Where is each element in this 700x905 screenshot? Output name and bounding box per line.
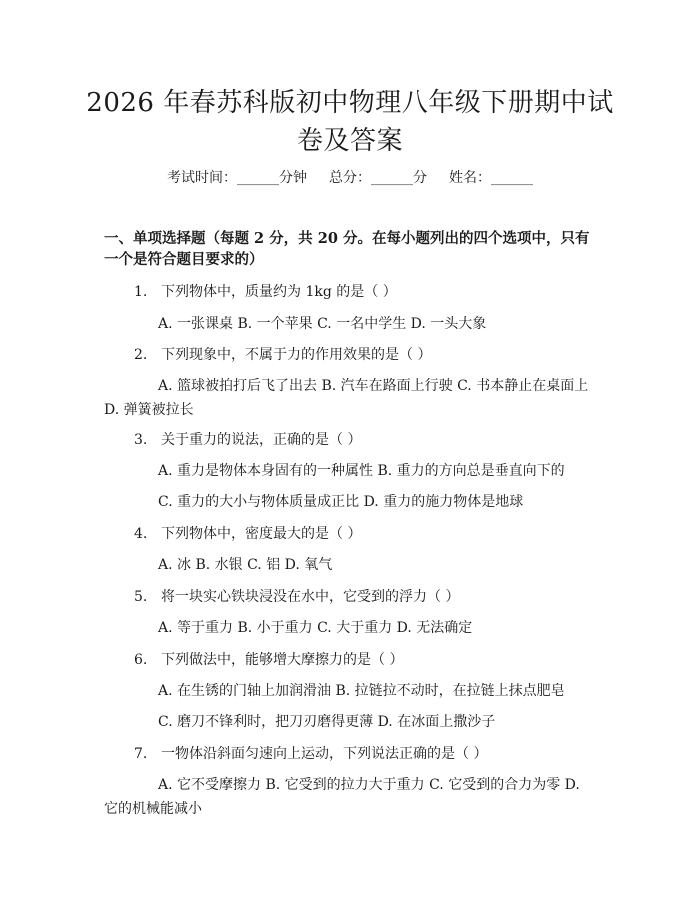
question-options: A. 一张课桌 B. 一个苹果 C. 一名中学生 D. 一头大象	[158, 316, 487, 332]
question-options: A. 等于重力 B. 小于重力 C. 大于重力 D. 无法确定	[158, 620, 473, 636]
question-options: A. 重力是物体本身固有的一种属性 B. 重力的方向总是垂直向下的	[158, 463, 565, 479]
section-header: 一、单项选择题（每题 2 分，共 20 分。在每小题列出的四个选项中，只有一个是符合题目要求的）	[104, 230, 590, 268]
question-text: 下列物体中，密度最大的是（ ）	[161, 526, 362, 542]
question-text: 下列做法中，能够增大摩擦力的是（ ）	[161, 652, 404, 668]
question-options: A. 它不受摩擦力 B. 它受到的拉力大于重力 C. 它受到的合力为零 D. 它的机械能减小	[104, 777, 580, 817]
exam-meta-line	[0, 168, 700, 188]
question-number: 1.	[134, 284, 148, 300]
question-number: 3.	[134, 432, 148, 448]
question-options: C. 磨刀不锋利时，把刀刃磨得更薄 D. 在冰面上撒沙子	[158, 714, 496, 730]
question-options: A. 在生锈的门轴上加润滑油 B. 拉链拉不动时，在拉链上抹点肥皂	[158, 683, 565, 699]
question-text: 下列物体中，质量约为 1kg 的是（ ）	[161, 284, 397, 300]
question-number: 5.	[134, 589, 148, 605]
question-options: C. 重力的大小与物体质量成正比 D. 重力的施力物体是地球	[158, 494, 524, 510]
exam-time-field: 考试时间：______分钟	[167, 170, 307, 186]
question-number: 4.	[134, 526, 148, 542]
question-options: A. 篮球被拍打后飞了出去 B. 汽车在路面上行驶 C. 书本静止在桌面上 D. 弹簧被拉长	[104, 378, 589, 418]
student-name-field: 姓名：______	[449, 170, 533, 186]
exam-title-line2: 卷及答案	[296, 126, 403, 156]
question-text: 将一块实心铁块浸没在水中，它受到的浮力（ ）	[161, 589, 460, 605]
question-text: 一物体沿斜面匀速向上运动，下列说法正确的是（ ）	[161, 746, 488, 762]
question-options: A. 冰 B. 水银 C. 铝 D. 氧气	[158, 557, 333, 573]
total-score-field: 总分：______分	[329, 170, 427, 186]
question-number: 2.	[134, 347, 148, 363]
exam-title	[80, 84, 620, 160]
question-number: 6.	[134, 652, 148, 668]
question-number: 7.	[134, 746, 148, 762]
question-text: 下列现象中，不属于力的作用效果的是（ ）	[161, 347, 432, 363]
question-text: 关于重力的说法，正确的是（ ）	[161, 432, 362, 448]
exam-title-line1: 2026 年春苏科版初中物理八年级下册期中试	[86, 88, 614, 118]
